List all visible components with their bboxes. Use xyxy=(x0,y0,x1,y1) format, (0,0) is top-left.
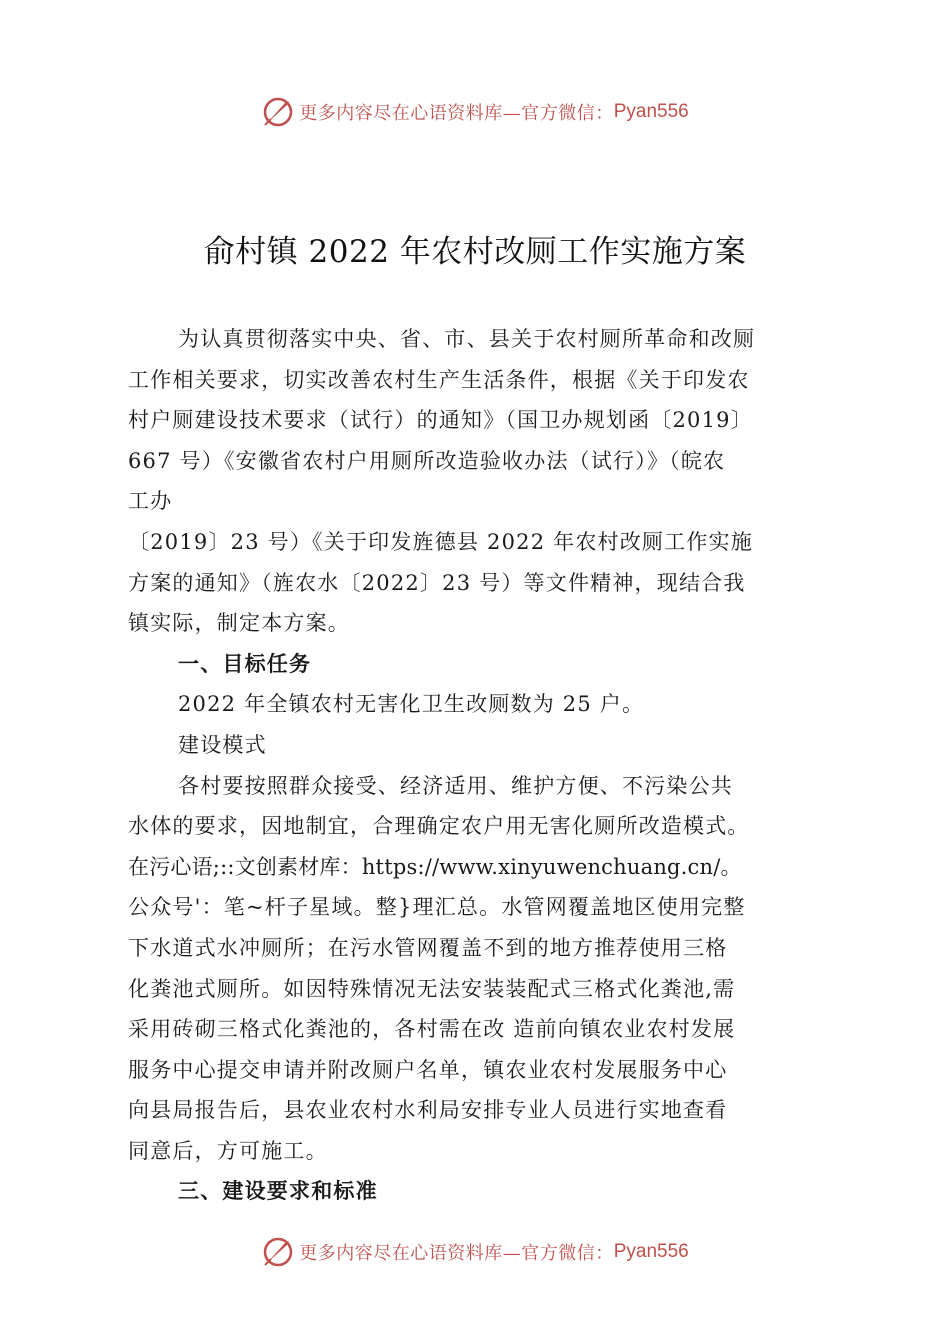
target-text: 2022 年全镇农村无害化卫生改厕数为 25 户。 xyxy=(178,692,645,717)
text-line: 各村要按照群众接受、经济适用、维护方便、不污染公共 xyxy=(178,773,733,798)
text-line: 为认真贯彻落实中央、省、市、县关于农村厕所革命和改厕 xyxy=(178,327,756,351)
mode-title: 建设模式 xyxy=(178,732,267,757)
text-line: 公众号'：笔~杆子星域。整}理汇总。水管网覆盖地区使用完整 xyxy=(128,895,746,920)
banner-wechat-id: Pyan556 xyxy=(613,1241,689,1262)
section-heading-3: 三、建设要求和标准 xyxy=(178,1179,378,1204)
text-line: 化粪池式厕所。如因特殊情况无法安装装配式三格式化粪池,需 xyxy=(128,976,736,1001)
text-line: 在污心语;::文创素材库：https://www.xinyuwenchuang.cn/。 xyxy=(128,854,742,879)
quill-logo-icon xyxy=(261,95,295,129)
text-line: 服务中心提交申请并附改厕户名单，镇农业农村发展服务中心 xyxy=(128,1057,728,1082)
text-line: 下水道式水冲厕所；在污水管网覆盖不到的地方推荐使用三格 xyxy=(128,935,728,960)
text-line: 667 号）《安徽省农村户用厕所改造验收办法（试行）》（皖农 xyxy=(128,448,726,473)
banner-text: 更多内容尽在心语资料库—官方微信： xyxy=(299,103,614,124)
header-banner xyxy=(0,92,950,132)
text-line: 工作相关要求，切实改善农村生产生活条件，根据《关于印发农 xyxy=(128,367,750,392)
text-line: 〔2019〕23 号）《关于印发旌德县 2022 年农村改厕工作实施 xyxy=(128,529,753,554)
document-title: 俞村镇 2022 年农村改厕工作实施方案 xyxy=(203,234,747,270)
text-line: 向县局报告后，县农业农村水利局安排专业人员进行实地查看 xyxy=(128,1098,728,1123)
section-heading-1: 一、目标任务 xyxy=(178,651,312,676)
text-line: 方案的通知》（旌农水〔2022〕23 号）等文件精神，现结合我 xyxy=(128,570,746,595)
quill-logo-icon xyxy=(261,1235,295,1269)
text-line: 采用砖砌三格式化粪池的，各村需在改 造前向镇农业农村发展 xyxy=(128,1017,736,1042)
text-line: 水体的要求，因地制宜，合理确定农户用无害化厕所改造模式。 xyxy=(128,814,750,839)
text-line: 村户厕建设技术要求（试行）的通知》（国卫办规划函〔2019〕 xyxy=(128,408,753,433)
intro-paragraph xyxy=(128,319,832,1212)
text-line: 工办 xyxy=(128,489,173,514)
banner-text: 更多内容尽在心语资料库—官方微信： xyxy=(299,1243,614,1264)
text-line: 镇实际，制定本方案。 xyxy=(128,611,350,636)
text-line: 同意后，方可施工。 xyxy=(128,1138,328,1163)
footer-banner xyxy=(0,1232,950,1272)
banner-wechat-id: Pyan556 xyxy=(613,101,689,122)
